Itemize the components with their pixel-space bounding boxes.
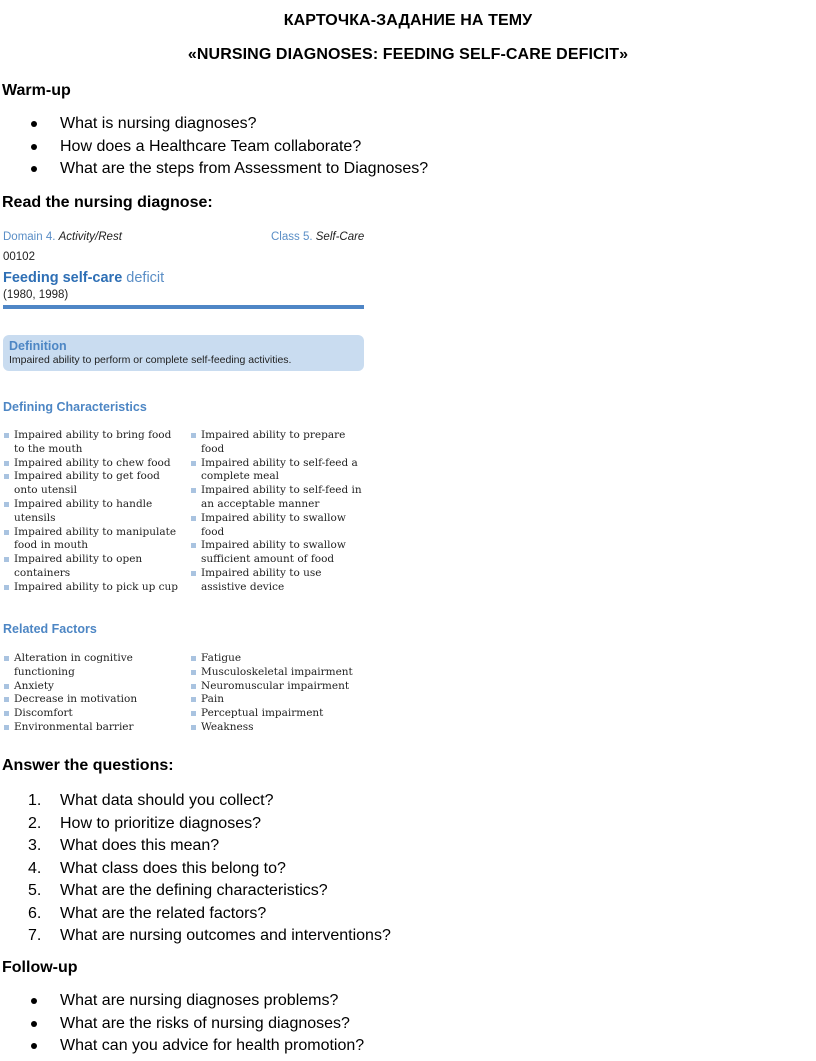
related-left-column: [2, 652, 182, 735]
bullet-icon: [31, 1043, 37, 1049]
list-item: Environmental barrier: [2, 721, 182, 735]
bullet-icon: [31, 121, 37, 127]
list-item: Weakness: [189, 721, 367, 735]
worksheet-page: КАРТОЧКА-ЗАДАНИЕ НА ТЕМУ «NURSING DIAGNOSES: FEEDING SELF-CARE DEFICIT» Warm-up What is nursing diagnoses? How does a Healthcare Team collaborate? What are the steps from Assessment to Diagnoses? Read the nursing diagnose: Domain 4. Activity/Rest Class 5. Self-Care 00102 Feeding self-care deficit (1980, 1998) Definition Impaired ability to perform or complete self-feeding activities. Defining Characteristics Impaired ability to bring food to the mouth Impaired ability to chew food Impaired ability to get food onto utensil Impaired ability to handle utensils Impaired ability to manipulate food in mouth Impaired ability to open containers Impaired ability to pick up cup Impaired ability to prepare food Impaired ability to self-feed a complete meal Impaired ability to self-feed in an acceptable manner Impaired ability to swallow food Impaired ability to swallow sufficient amount of food Impaired ability to use assistive device Related Factors Alteration in cognitive functioning Anxiety Decrease in motivation Discomfort Environmental barrier Fatigue Musculoskeletal impairment Neuromuscular impairment Pain Perceptual impairment Weakness Answer the questions: 1. What data should you collect? 2. How to prioritize diagnoses? 3. What does this mean? 4. What class does this belong to? 5. What are the defining characteristics? 6. What are the related factors? 7. What are nursing outcomes and interventions? Follow-up What are nursing diagnoses problems? What are the risks of nursing diagnoses? What can you advice for health promotion?: [0, 0, 816, 1061]
list-item: Impaired ability to bring food to the mouth: [2, 429, 182, 457]
diagnosis-name: Feeding self-care deficit: [3, 270, 165, 286]
bullet-icon: [31, 998, 37, 1004]
list-item: Anxiety: [2, 680, 182, 694]
list-item: Impaired ability to swallow food: [189, 512, 367, 540]
related-heading: Related Factors: [3, 622, 97, 636]
list-item: Musculoskeletal impairment: [189, 666, 367, 680]
list-item: Discomfort: [2, 707, 182, 721]
list-item: Impaired ability to prepare food: [189, 429, 367, 457]
list-item: Impaired ability to get food onto utensil: [2, 470, 182, 498]
list-item: Impaired ability to swallow sufficient amount of food: [189, 539, 367, 567]
list-item: Alteration in cognitive functioning: [2, 652, 139, 680]
list-item: Impaired ability to use assistive device: [189, 567, 367, 595]
list-item: Impaired ability to chew food: [2, 457, 182, 471]
warmup-heading: Warm-up: [2, 82, 71, 99]
definition-box: [3, 335, 364, 371]
list-item: Decrease in motivation: [2, 693, 182, 707]
defining-heading: Defining Characteristics: [3, 400, 147, 414]
title-line-1: КАРТОЧКА-ЗАДАНИЕ НА ТЕМУ: [283, 12, 533, 29]
answer-heading: Answer the questions:: [2, 757, 174, 774]
list-item: Neuromuscular impairment: [189, 680, 367, 694]
bullet-icon: [31, 144, 37, 150]
domain-line: Domain 4. Activity/Rest: [3, 231, 122, 243]
diagnosis-card: [0, 226, 380, 746]
list-item: Impaired ability to manipulate food in mouth: [2, 526, 182, 554]
list-item: Impaired ability to handle utensils: [2, 498, 182, 526]
bullet-icon: [31, 1021, 37, 1027]
list-item: Pain: [189, 693, 367, 707]
diagnosis-code: 00102: [3, 251, 35, 263]
list-item: Impaired ability to self-feed in an acceptable manner: [189, 484, 367, 512]
list-item: Impaired ability to open containers: [2, 553, 182, 581]
list-item: Impaired ability to pick up cup: [2, 581, 182, 595]
diagnosis-years: (1980, 1998): [3, 289, 69, 301]
class-line: Class 5. Self-Care: [271, 231, 365, 243]
followup-heading: Follow-up: [2, 959, 78, 976]
list-item: Fatigue: [189, 652, 367, 666]
defining-left-column: [2, 429, 182, 595]
list-item: Impaired ability to self-feed a complete meal: [189, 457, 367, 485]
definition-text: Impaired ability to perform or complete self-feeding activities.: [9, 354, 292, 366]
divider: [3, 305, 364, 309]
defining-right-column: [189, 429, 367, 595]
title-line-2: «NURSING DIAGNOSES: FEEDING SELF-CARE DEFICIT»: [187, 46, 629, 63]
definition-heading: Definition: [9, 339, 67, 353]
read-heading: Read the nursing diagnose:: [2, 194, 213, 211]
list-item: Perceptual impairment: [189, 707, 367, 721]
related-right-column: [189, 652, 367, 735]
bullet-icon: [31, 166, 37, 172]
